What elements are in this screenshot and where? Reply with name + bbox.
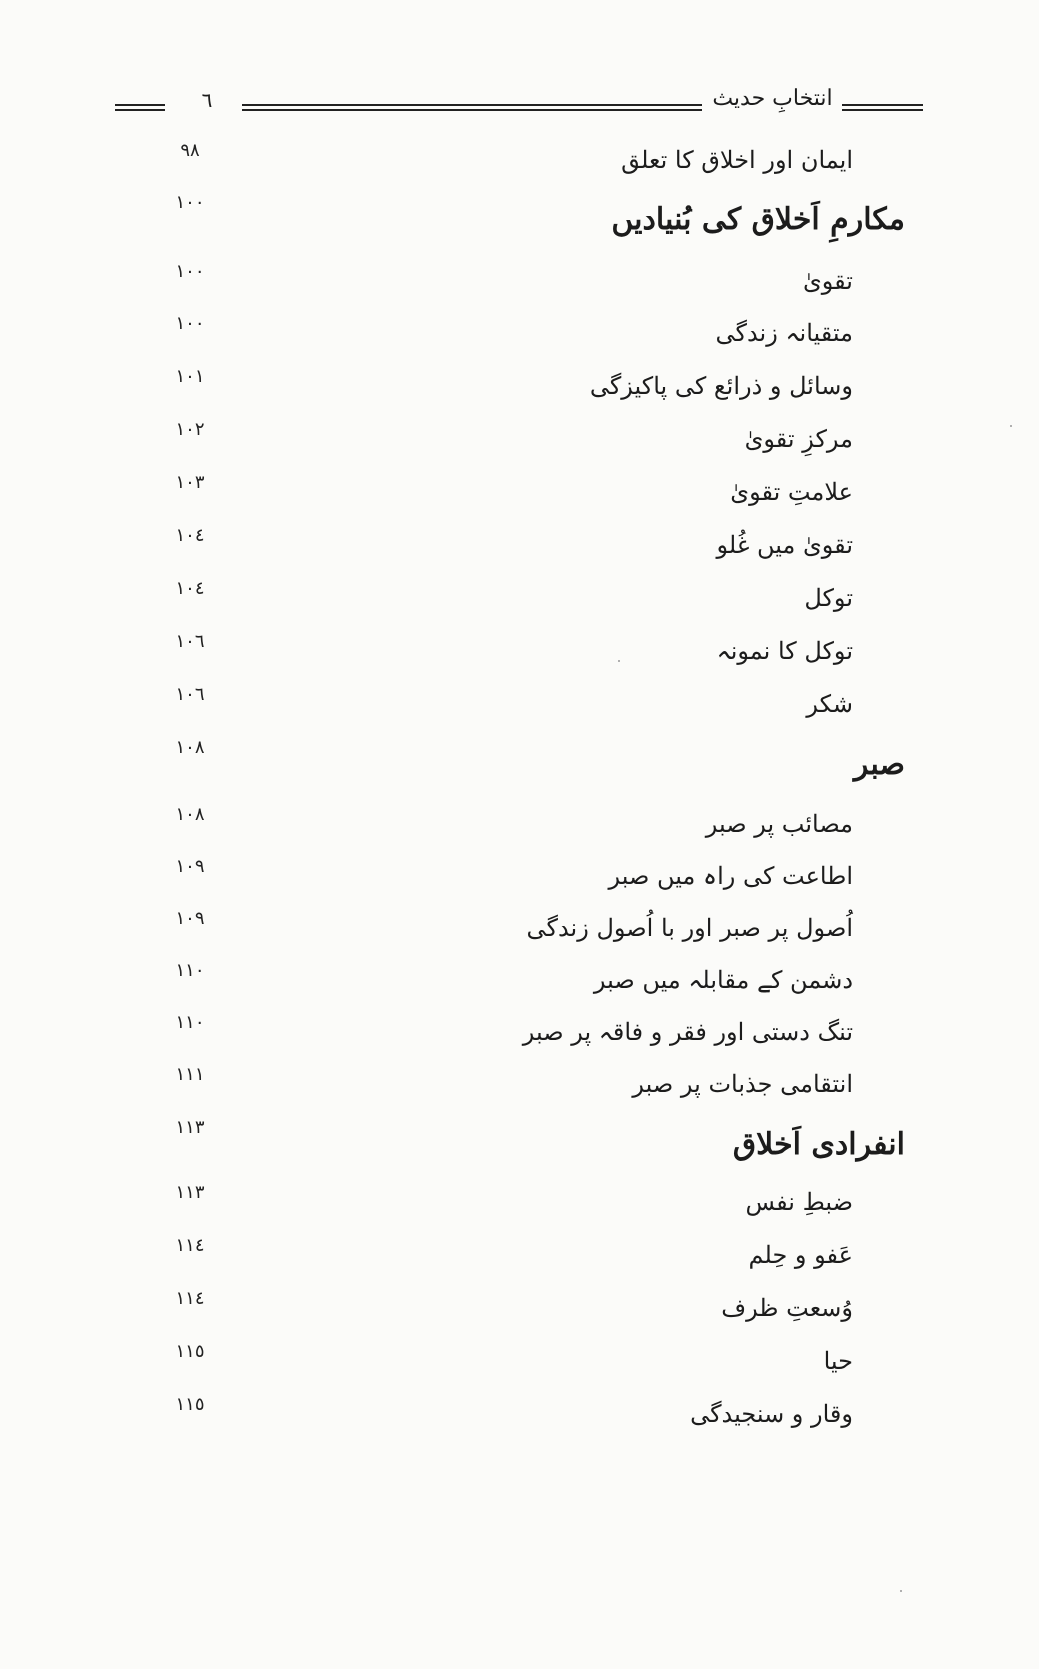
toc-entry-title: تنگ دستی اور فقر و فاقہ پر صبر — [522, 1018, 853, 1046]
toc-entry — [150, 1064, 905, 1110]
toc-entry-title: انتقامی جذبات پر صبر — [632, 1070, 853, 1098]
paper-speck — [1010, 425, 1012, 427]
toc-page-number: ١٠٤ — [175, 578, 205, 599]
toc-entry — [150, 804, 905, 850]
toc-page-number: ١٠٢ — [175, 419, 205, 440]
toc-page-number: ٩٨ — [180, 140, 200, 161]
toc-page-number: ١٠٨ — [175, 804, 205, 825]
toc-page-number: ١٠٦ — [175, 684, 205, 705]
toc-section-heading — [150, 737, 905, 783]
toc-entry — [150, 1288, 905, 1334]
toc-entry — [150, 472, 905, 518]
toc-entry — [150, 419, 905, 465]
toc-page-number: ١١٣ — [175, 1117, 205, 1138]
toc-page-number: ١٠٩ — [175, 856, 205, 877]
toc-entry — [150, 1182, 905, 1228]
toc-entry-title: ایمان اور اخلاق کا تعلق — [621, 146, 853, 174]
toc-entry-title: توکل کا نمونہ — [716, 637, 853, 665]
header-rule-middle — [242, 104, 702, 106]
toc-entry-title: وُسعتِ ظرف — [721, 1294, 853, 1322]
toc-entry-title: متقیانہ زندگی — [715, 319, 853, 347]
header-rule-right — [842, 104, 923, 106]
toc-page-number: ١٠٠ — [175, 261, 205, 282]
toc-page-number: ١١٤ — [175, 1235, 205, 1256]
toc-page-number: ١١٤ — [175, 1288, 205, 1309]
toc-entry-title: حیا — [823, 1347, 853, 1375]
toc-page-number: ١٠٣ — [175, 472, 205, 493]
toc-page-number: ١٠١ — [175, 366, 205, 387]
toc-entry — [150, 366, 905, 412]
toc-entry — [150, 313, 905, 359]
toc-entry-title: تقویٰ میں غُلو — [716, 531, 853, 559]
toc-page-number: ١٠٦ — [175, 631, 205, 652]
page-header — [115, 88, 923, 128]
toc-page-number: ١٠٨ — [175, 737, 205, 758]
toc-page-number: ١١٣ — [175, 1182, 205, 1203]
toc-entry-title: مرکزِ تقویٰ — [744, 425, 853, 453]
toc-entry-title: علامتِ تقویٰ — [730, 478, 853, 506]
toc-entry-title: عَفو و حِلم — [748, 1241, 853, 1269]
paper-speck — [618, 660, 620, 662]
toc-entry — [150, 1341, 905, 1387]
toc-entry-title: اطاعت کی راہ میں صبر — [608, 862, 853, 890]
toc-page-number: ١٠٠ — [175, 313, 205, 334]
page-number: ٦ — [201, 88, 213, 112]
toc-entry-title: تقویٰ — [802, 267, 853, 295]
toc-page-number: ١٠٠ — [175, 192, 205, 213]
toc-entry-title: انفرادی اَخلاق — [732, 1127, 905, 1162]
toc-entry-title: مکارمِ اَخلاق کی بُنیادیں — [611, 202, 905, 237]
toc-entry — [150, 1012, 905, 1058]
toc-entry — [150, 140, 905, 186]
toc-entry-title: شکر — [806, 690, 853, 718]
toc-entry — [150, 908, 905, 954]
toc-entry — [150, 1235, 905, 1281]
toc-page-number: ١٠٩ — [175, 908, 205, 929]
toc-page-number: ١١٥ — [175, 1341, 205, 1362]
toc-entry-title: ضبطِ نفس — [745, 1188, 853, 1216]
toc-entry-title: مصائب پر صبر — [705, 810, 853, 838]
toc-entry — [150, 684, 905, 730]
toc-entry-title: وسائل و ذرائع کی پاکیزگی — [589, 372, 853, 400]
toc-entry-title: توکل — [804, 584, 853, 612]
paper-speck — [900, 1590, 902, 1592]
header-rule-left — [115, 104, 165, 106]
toc-page-number: ١٠٤ — [175, 525, 205, 546]
toc-page-number: ١١٥ — [175, 1394, 205, 1415]
running-title: انتخابِ حدیث — [712, 86, 833, 111]
toc-entry-title: صبر — [853, 747, 905, 782]
toc-page-number: ١١٠ — [175, 1012, 205, 1033]
toc-entry — [150, 261, 905, 307]
toc-entry-title: دشمن کے مقابلہ میں صبر — [593, 966, 853, 994]
toc-entry-title: وقار و سنجیدگی — [690, 1400, 853, 1428]
toc-entry — [150, 525, 905, 571]
toc-page-number: ١١١ — [175, 1064, 205, 1085]
toc-page-number: ١١٠ — [175, 960, 205, 981]
toc-section-heading — [150, 1117, 905, 1163]
toc-section-heading — [150, 192, 905, 238]
toc-entry — [150, 856, 905, 902]
toc-entry-title: اُصول پر صبر اور با اُصول زندگی — [526, 914, 853, 942]
toc-entry — [150, 960, 905, 1006]
toc-entry — [150, 1394, 905, 1440]
toc-entry — [150, 578, 905, 624]
toc-entry — [150, 631, 905, 677]
